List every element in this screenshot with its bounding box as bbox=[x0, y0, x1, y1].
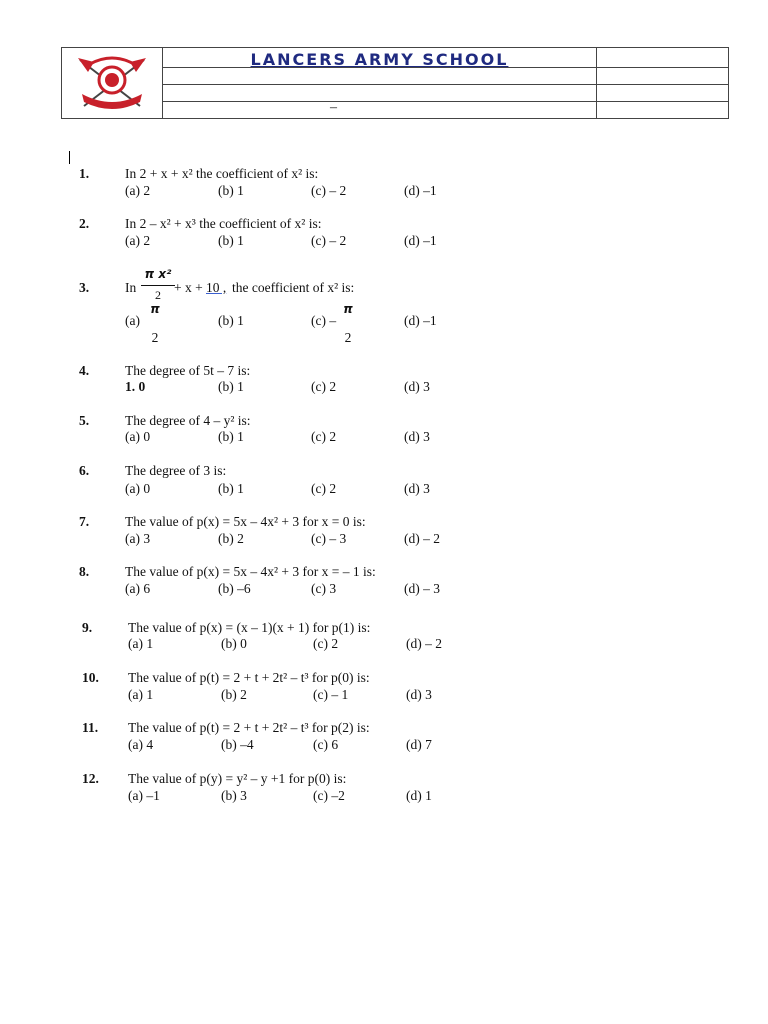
question-number: 7. bbox=[79, 514, 90, 529]
header-divider bbox=[596, 48, 597, 118]
question-text: The value of p(x) = (x – 1)(x + 1) for p(1) is: bbox=[128, 620, 371, 635]
option-b: (b) 1 bbox=[218, 183, 244, 198]
option-c-pi: π bbox=[343, 302, 353, 316]
question-text: The degree of 4 – y² is: bbox=[125, 413, 251, 428]
question-number: 11. bbox=[82, 720, 99, 735]
option-d: (d) – 2 bbox=[406, 636, 442, 651]
crossed-lances-emblem-icon bbox=[74, 54, 150, 112]
option-a: (a) 2 bbox=[125, 183, 151, 198]
option-a: (a) 6 bbox=[125, 581, 151, 596]
question-number: 2. bbox=[79, 216, 90, 231]
question-number: 4. bbox=[79, 363, 90, 378]
question-text: The value of p(t) = 2 + t + 2t² – t³ for p(2) is: bbox=[128, 720, 370, 735]
option-a: (a) 0 bbox=[125, 429, 151, 444]
option-c: (c) 3 bbox=[311, 581, 337, 596]
question-number: 10. bbox=[82, 670, 99, 685]
logo-cell bbox=[62, 48, 163, 118]
question-text-mid: + x + bbox=[174, 280, 203, 295]
option-a-pi: π bbox=[150, 302, 160, 316]
option-c: (c) 6 bbox=[313, 737, 339, 752]
side-row-2 bbox=[596, 67, 728, 85]
option-d: (d) 3 bbox=[404, 379, 430, 394]
option-b: (b) 1 bbox=[218, 233, 244, 248]
option-d: (d) – 3 bbox=[404, 581, 440, 596]
school-name: LANCERS ARMY SCHOOL bbox=[250, 50, 509, 69]
option-b: (b) 1 bbox=[218, 481, 244, 496]
side-row-3 bbox=[596, 84, 728, 102]
question-number: 3. bbox=[79, 280, 90, 295]
option-d: (d) 1 bbox=[406, 788, 432, 803]
option-a-denominator: 2 bbox=[151, 330, 159, 345]
option-b: (b) 3 bbox=[221, 788, 247, 803]
option-a: (a) 4 bbox=[128, 737, 154, 752]
question-text: In 2 + x + x² the coefficient of x² is: bbox=[125, 166, 319, 181]
option-d: (d) –1 bbox=[404, 233, 437, 248]
question-text: The degree of 3 is: bbox=[125, 463, 227, 478]
question-number: 8. bbox=[79, 564, 90, 579]
question-number: 9. bbox=[82, 620, 93, 635]
fraction-line bbox=[141, 285, 175, 286]
option-d: (d) 3 bbox=[404, 429, 430, 444]
question-number: 1. bbox=[79, 166, 90, 181]
option-b: (b) 1 bbox=[218, 429, 244, 444]
option-a: (a) 1 bbox=[128, 687, 154, 702]
question-text: The value of p(x) = 5x – 4x² + 3 for x = 0 is: bbox=[125, 514, 366, 529]
option-c: (c) 2 bbox=[313, 636, 339, 651]
option-b: (b) –6 bbox=[218, 581, 251, 596]
option-d: (d) –1 bbox=[404, 183, 437, 198]
option-c: (c) –2 bbox=[313, 788, 345, 803]
side-row-1 bbox=[596, 48, 728, 68]
question-text: The value of p(y) = y² – y +1 for p(0) is: bbox=[128, 771, 347, 786]
option-c-denominator: 2 bbox=[344, 330, 352, 345]
option-c: (c) 2 bbox=[311, 429, 337, 444]
option-c: (c) – bbox=[311, 313, 337, 328]
option-d: (d) 7 bbox=[406, 737, 432, 752]
option-d: (d) 3 bbox=[404, 481, 430, 496]
option-c: (c) 2 bbox=[311, 481, 337, 496]
option-b: (b) 2 bbox=[218, 531, 244, 546]
option-c: (c) – 2 bbox=[311, 183, 347, 198]
header-dash: – bbox=[330, 100, 337, 115]
option-a: 1. 0 bbox=[125, 379, 146, 394]
option-b: (b) 2 bbox=[221, 687, 247, 702]
option-a: (a) 0 bbox=[125, 481, 151, 496]
question-number: 6. bbox=[79, 463, 90, 478]
option-a: (a) 2 bbox=[125, 233, 151, 248]
question-number: 5. bbox=[79, 413, 90, 428]
school-header-table bbox=[61, 47, 729, 119]
option-c: (c) – 3 bbox=[311, 531, 347, 546]
option-b: (b) –4 bbox=[221, 737, 254, 752]
option-b: (b) 0 bbox=[221, 636, 247, 651]
option-a: (a) bbox=[125, 313, 140, 328]
option-d: (d) –1 bbox=[404, 313, 437, 328]
option-c: (c) – 1 bbox=[313, 687, 349, 702]
question-text: The degree of 5t – 7 is: bbox=[125, 363, 251, 378]
question-text: In 2 – x² + x³ the coefficient of x² is: bbox=[125, 216, 322, 231]
option-a: (a) 3 bbox=[125, 531, 151, 546]
question-text: The value of p(t) = 2 + t + 2t² – t³ for p(0) is: bbox=[128, 670, 370, 685]
question-text-suffix: the coefficient of x² is: bbox=[232, 280, 355, 295]
question-text-prefix: In bbox=[125, 280, 137, 295]
option-c: (c) 2 bbox=[311, 379, 337, 394]
option-a: (a) 1 bbox=[128, 636, 154, 651]
option-c: (c) – 2 bbox=[311, 233, 347, 248]
question-text-underlined: 10 , bbox=[206, 280, 227, 295]
option-d: (d) – 2 bbox=[404, 531, 440, 546]
question-text: The value of p(x) = 5x – 4x² + 3 for x = – 1 is: bbox=[125, 564, 376, 579]
question-number: 12. bbox=[82, 771, 99, 786]
fraction-numerator: π x² bbox=[144, 267, 172, 281]
fraction-denominator: 2 bbox=[155, 288, 161, 302]
header-row-3 bbox=[163, 84, 596, 102]
option-d: (d) 3 bbox=[406, 687, 432, 702]
text-cursor bbox=[69, 151, 70, 164]
option-b: (b) 1 bbox=[218, 379, 244, 394]
option-a: (a) –1 bbox=[128, 788, 160, 803]
header-row-2 bbox=[163, 67, 596, 85]
option-b: (b) 1 bbox=[218, 313, 244, 328]
